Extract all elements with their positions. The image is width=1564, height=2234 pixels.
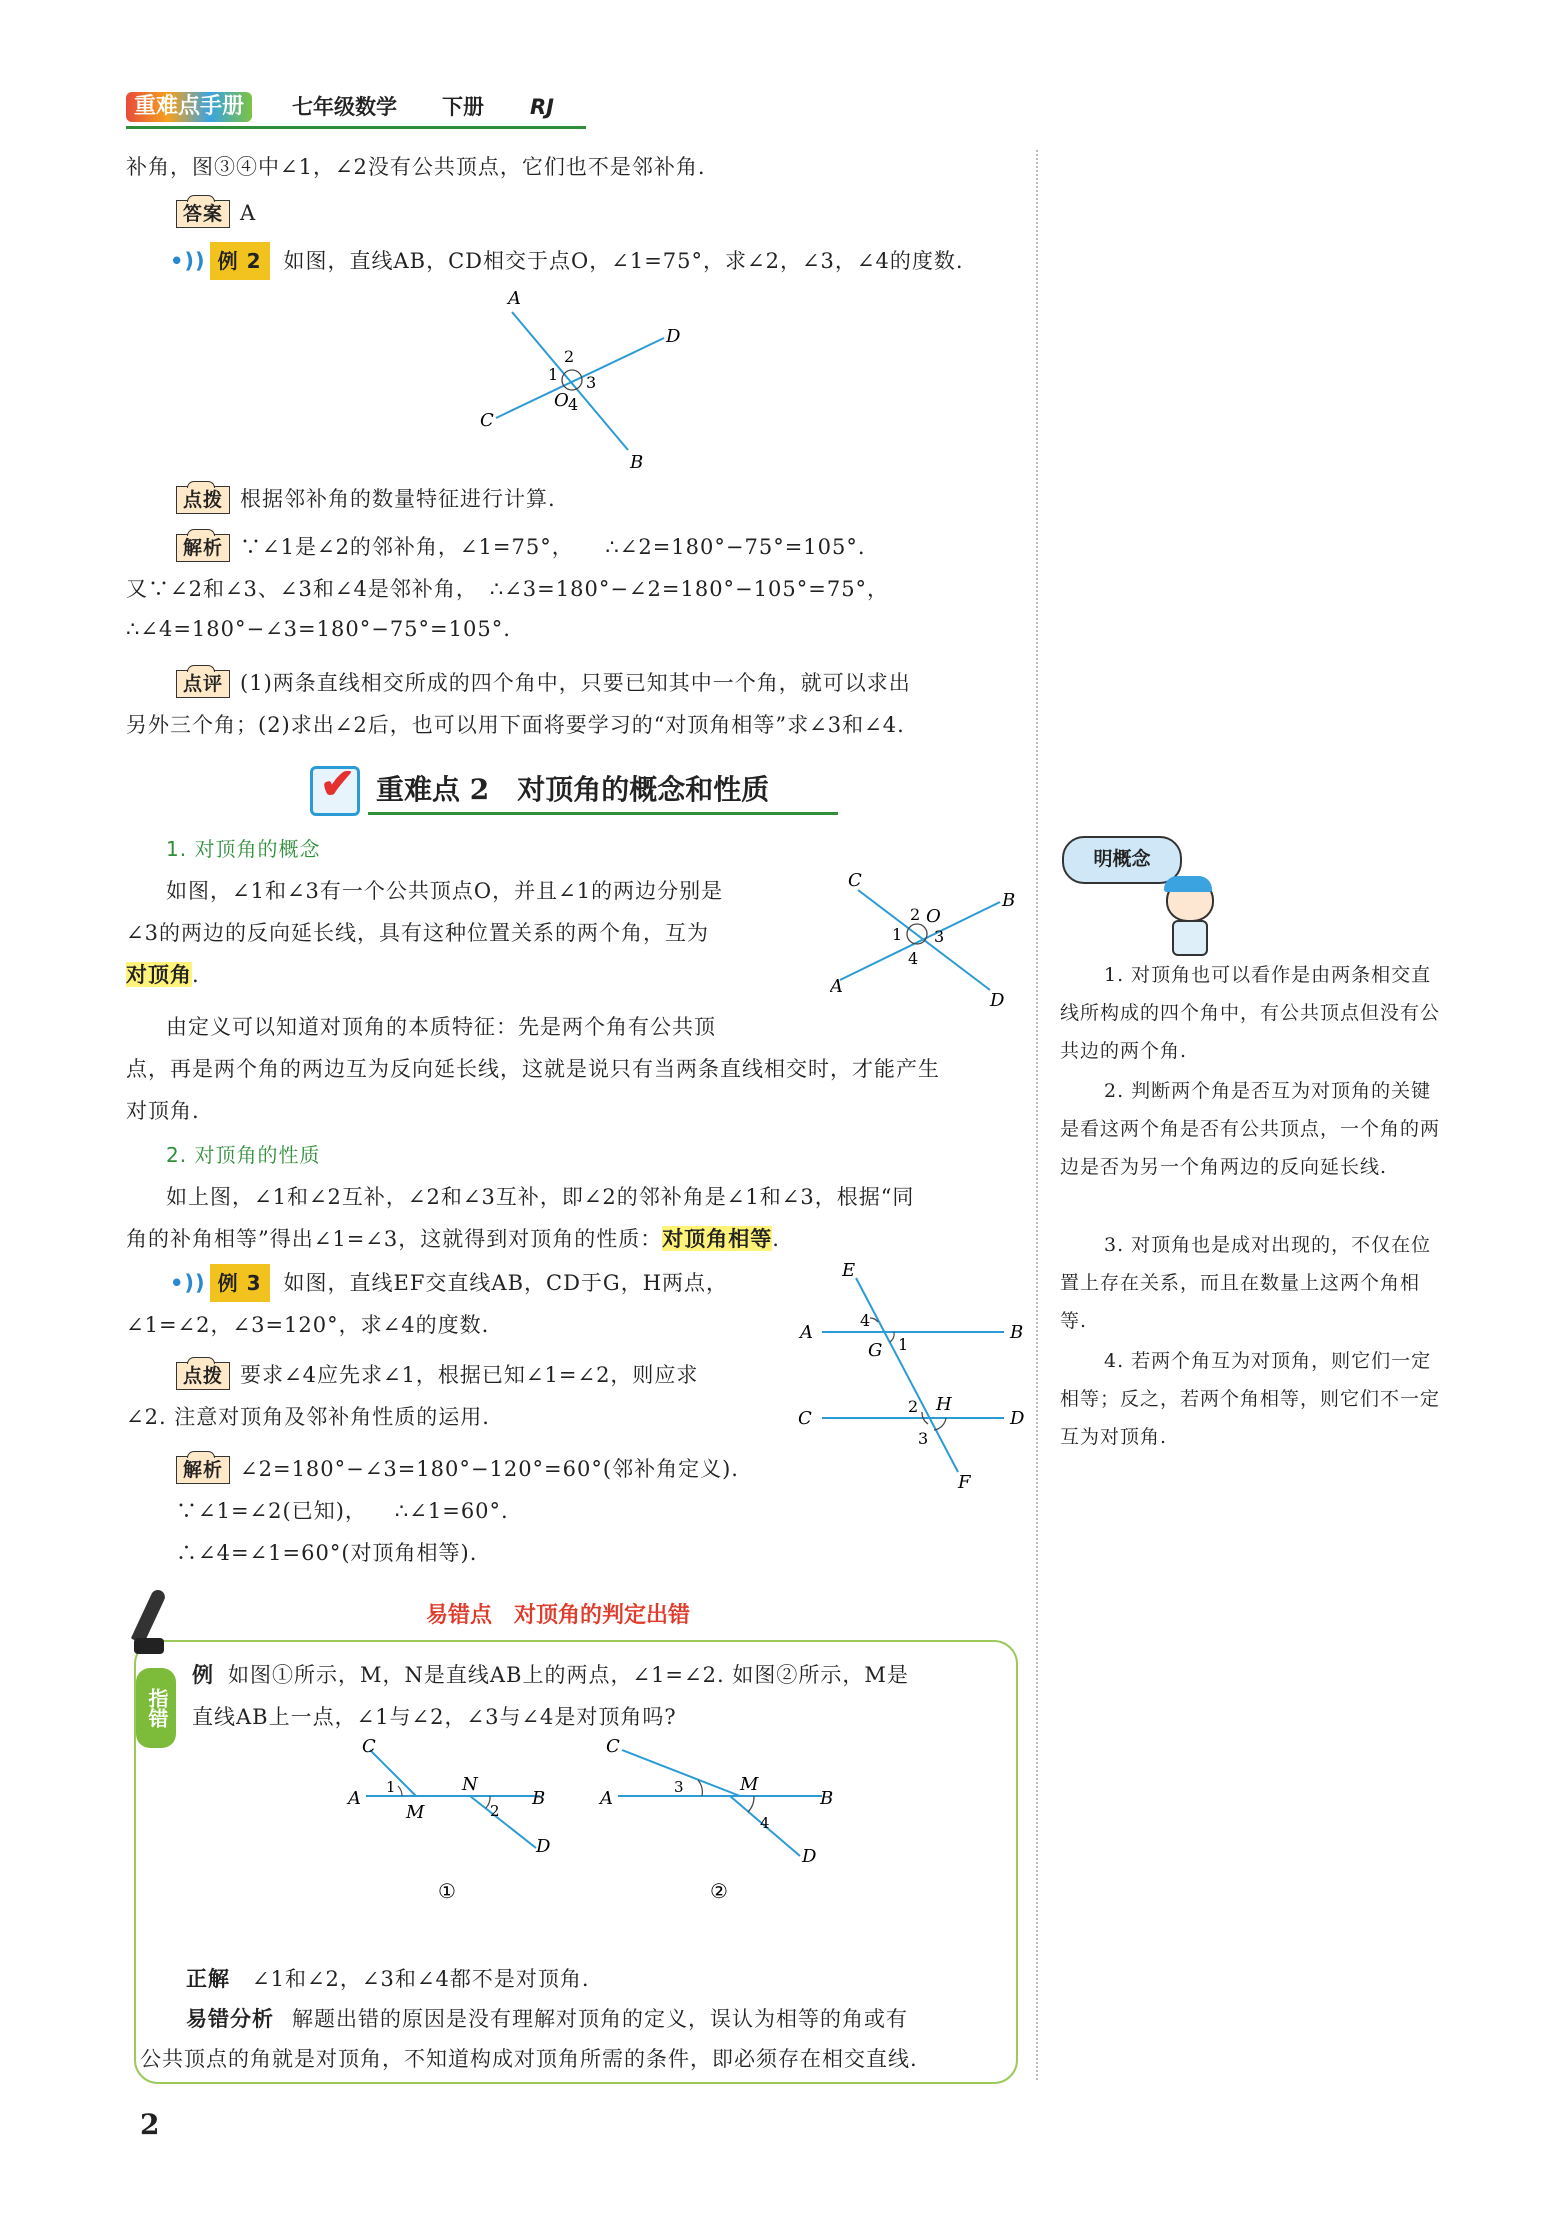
example3-hint-line2: ∠2. 注意对顶角及邻补角性质的运用.: [126, 1405, 490, 1429]
example3-label: 例 3: [210, 1264, 270, 1302]
example2-label: 例 2: [210, 242, 270, 280]
sidebar-item-3: 3. 对顶角也是成对出现的，不仅在位置上存在关系，而且在数量上这两个角相等.: [1060, 1234, 1432, 1332]
label-3: 3: [918, 1429, 929, 1448]
hint-tag: 点拨: [176, 1362, 230, 1390]
label-B: B: [532, 1788, 546, 1809]
caption-2: ②: [710, 1879, 728, 1903]
label-2: 2: [564, 347, 575, 366]
label-A: A: [830, 976, 843, 997]
section2-underline: [368, 812, 838, 815]
concept-p1-line1: 如图，∠1和∠3有一个公共顶点O，并且∠1的两边分别是: [166, 879, 724, 903]
label-E: E: [842, 1260, 856, 1281]
sol-line1b: ∴∠2=180°−75°=105°.: [605, 535, 866, 559]
figure-2: [592, 1738, 852, 1908]
sol3-line2a: ∵∠1=∠2(已知)，: [176, 1499, 367, 1523]
label-2: 2: [490, 1802, 500, 1820]
label-A: A: [508, 288, 521, 309]
label-D: D: [802, 1846, 817, 1867]
label-A: A: [600, 1788, 613, 1809]
concept-p2-line2: 点，再是两个角的两边互为反向延长线，这就是说只有当两条直线相交时，才能产生: [126, 1057, 940, 1081]
label-B: B: [1002, 890, 1016, 911]
label-4: 4: [860, 1311, 871, 1330]
answer-row: [176, 194, 256, 232]
figure-transversal: [798, 1260, 1034, 1490]
label-G: G: [868, 1340, 883, 1361]
quill-icon: [126, 1588, 172, 1658]
sidebar-item-4: 4. 若两个角互为对顶角，则它们一定相等；反之，若两个角相等，则它们不一定互为对顶角.: [1060, 1350, 1441, 1448]
label-3: 3: [934, 927, 945, 946]
label-A: A: [800, 1322, 813, 1343]
label-C: C: [362, 1738, 376, 1757]
correct-text: ∠1和∠2，∠3和∠4都不是对顶角.: [252, 1967, 590, 1991]
sol3-line2b: ∴∠1=60°.: [394, 1499, 509, 1523]
property-line2a: 角的补角相等”得出∠1=∠3，这就得到对顶角的性质：: [126, 1227, 663, 1251]
example2-question-text: 如图，直线AB，CD相交于点O，∠1=75°，求∠2，∠3，∠4的度数.: [283, 249, 964, 273]
example2-solution-line3: ∴∠4=180°−∠3=180°−75°=105°.: [126, 617, 511, 641]
figure-1: [340, 1738, 580, 1908]
term-vertical-angles: 对顶角: [126, 962, 192, 987]
label-B: B: [820, 1788, 834, 1809]
example3-solution: [176, 1450, 816, 1488]
label-C: C: [848, 870, 862, 891]
label-F: F: [958, 1472, 971, 1490]
mistake-question-line2: 直线AB上一点，∠1与∠2，∠3与∠4是对顶角吗?: [192, 1705, 677, 1729]
example2-question: [170, 242, 1030, 280]
label-4: 4: [908, 949, 919, 968]
sol3-line1: ∠2=180°−∠3=180°−120°=60°(邻补角定义).: [240, 1457, 739, 1481]
concept-p2-line1: 由定义可以知道对顶角的本质特征：先是两个角有公共顶: [166, 1015, 716, 1039]
hint-tag: 点拨: [176, 486, 230, 514]
page-number: 2: [140, 2108, 160, 2141]
label-O: O: [554, 390, 569, 411]
audio-icon: •)): [170, 249, 206, 273]
correct-label: 正解: [186, 1967, 230, 1991]
label-M: M: [740, 1774, 759, 1795]
label-3: 3: [586, 373, 597, 392]
sol-line1a: ∵∠1是∠2的邻补角，∠1=75°，: [240, 535, 574, 559]
mistake-title: 易错点 对顶角的判定出错: [426, 1603, 691, 1628]
example2-solution: [176, 528, 1046, 566]
mistake-correct: [186, 1960, 1006, 1998]
label-N: N: [462, 1774, 478, 1795]
label-1: 1: [548, 365, 559, 384]
concept-p1-end: .: [192, 963, 200, 987]
student-avatar: [1158, 878, 1218, 954]
hint3-line1: 要求∠4应先求∠1，根据已知∠1=∠2，则应求: [240, 1363, 699, 1387]
example3-solution-line2: [176, 1492, 509, 1530]
mistake-analysis: [186, 2000, 1006, 2038]
caption-1: ①: [438, 1879, 456, 1903]
header-edition: RJ: [530, 95, 554, 119]
label-B: B: [1010, 1322, 1024, 1343]
label-C: C: [798, 1408, 812, 1429]
label-2: 2: [908, 1397, 919, 1416]
header-grade: 七年级数学: [292, 95, 397, 119]
solution-tag: 解析: [176, 534, 230, 562]
property-line2: [126, 1220, 1036, 1258]
concept-p2-line3: 对顶角.: [126, 1099, 200, 1123]
label-D: D: [666, 326, 681, 347]
example2-review-line2: 另外三个角；(2)求出∠2后，也可以用下面将要学习的“对顶角相等”求∠3和∠4.: [126, 713, 905, 737]
example3-solution-line3: ∴∠4=∠1=60°(对顶角相等).: [176, 1541, 478, 1565]
brand-logo: 重难点手册: [126, 92, 252, 122]
term-vertical-angles-equal: 对顶角相等: [662, 1226, 773, 1251]
hint-text: 根据邻补角的数量特征进行计算.: [240, 487, 556, 511]
label-A: A: [348, 1788, 361, 1809]
property-heading: 2. 对顶角的性质: [166, 1143, 321, 1167]
section2-heading: 重难点 2 对顶角的概念和性质: [376, 773, 770, 806]
section2-title: [310, 759, 830, 818]
example2-review: [176, 664, 1036, 702]
answer-tag: 答案: [176, 200, 230, 228]
answer-text: A: [240, 201, 257, 225]
figure-vertical-angles: [830, 870, 1030, 1010]
mistake-ex-label: 例: [192, 1662, 214, 1687]
example3-q1: 如图，直线EF交直线AB，CD于G，H两点，: [283, 1271, 729, 1295]
label-C: C: [606, 1738, 620, 1757]
page-header: [126, 90, 1036, 130]
property-line1: 如上图，∠1和∠2互补，∠2和∠3互补，即∠2的邻补角是∠1和∠3，根据“同: [166, 1185, 915, 1209]
label-1: 1: [898, 1335, 909, 1354]
sidebar-item-1: 1. 对顶角也可以看作是由两条相交直线所构成的四个角中，有公共顶点但没有公共边的两个角.: [1060, 964, 1441, 1062]
concept-p1-line2: ∠3的两边的反向延长线，具有这种位置关系的两个角，互为: [126, 921, 709, 945]
solution-tag: 解析: [176, 1456, 230, 1484]
label-D: D: [1010, 1408, 1025, 1429]
mistake-question: [192, 1656, 1012, 1694]
header-rule: [126, 126, 586, 129]
sidebar-bubble: 明概念: [1062, 836, 1182, 884]
label-H: H: [936, 1394, 952, 1415]
label-M: M: [406, 1802, 425, 1823]
label-1: 1: [386, 1778, 396, 1796]
mistake-side-badge: 指错: [136, 1668, 176, 1748]
label-4: 4: [568, 395, 579, 414]
label-4: 4: [760, 1814, 770, 1832]
column-divider: [1036, 150, 1038, 2080]
audio-icon: •)): [170, 1271, 206, 1295]
analysis-line1: 解题出错的原因是没有理解对顶角的定义，误认为相等的角或有: [292, 2007, 908, 2031]
example3-hint: [176, 1356, 816, 1394]
label-C: C: [480, 410, 494, 431]
concept-heading: 1. 对顶角的概念: [166, 837, 321, 861]
checkmark-tick: ✔: [320, 759, 356, 808]
mistake-q1: 如图①所示，M，N是直线AB上的两点，∠1=∠2. 如图②所示，M是: [228, 1663, 909, 1687]
label-B: B: [630, 452, 644, 470]
label-3: 3: [674, 1778, 684, 1796]
example2-hint: [176, 480, 1026, 518]
label-O: O: [926, 906, 941, 927]
mistake-analysis-line2: 公共顶点的角就是对顶角，不知道构成对顶角所需的条件，即必须存在相交直线.: [140, 2047, 918, 2071]
label-D: D: [990, 990, 1005, 1010]
example2-solution-line2: [126, 570, 1036, 608]
intro-line: 补角，图③④中∠1，∠2没有公共顶点，它们也不是邻补角.: [126, 155, 706, 179]
sol-line2b: ∴∠3=180°−∠2=180°−105°=75°，: [489, 577, 890, 601]
sol-line2a: 又∵∠2和∠3、∠3和∠4是邻补角，: [126, 577, 478, 601]
label-1: 1: [892, 925, 903, 944]
concept-p1-line3: [126, 956, 200, 994]
review-line1: (1)两条直线相交所成的四个角中，只要已知其中一个角，就可以求出: [240, 671, 911, 695]
label-D: D: [536, 1836, 551, 1857]
header-volume: 下册: [442, 95, 484, 119]
figure-intersecting-lines: [440, 280, 700, 470]
analysis-label: 易错分析: [186, 2007, 274, 2031]
example3-question: [170, 1264, 810, 1302]
review-tag: 点评: [176, 670, 230, 698]
sidebar-item-2: 2. 判断两个角是否互为对顶角的关键是看这两个角是否有公共顶点，一个角的两边是否为另一个角两边的反向延长线.: [1060, 1080, 1441, 1178]
label-2: 2: [910, 905, 921, 924]
example3-question-line2: ∠1=∠2，∠3=120°，求∠4的度数.: [126, 1313, 490, 1337]
property-line2c: .: [772, 1227, 780, 1251]
